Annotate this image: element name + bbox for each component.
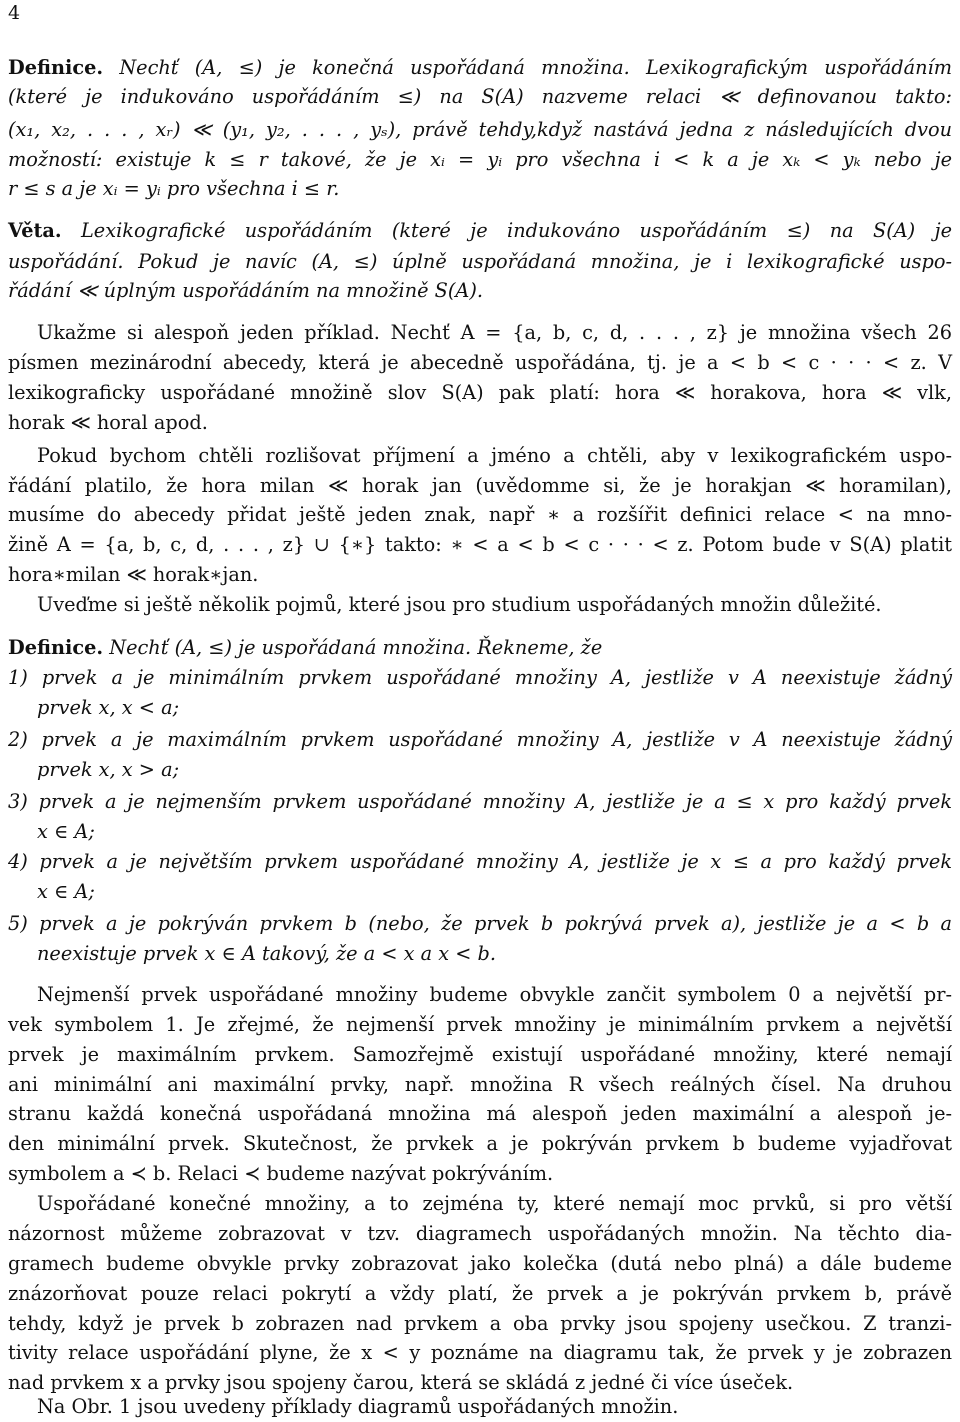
names-line-5: hora∗milan ≪ horak∗jan. bbox=[8, 563, 259, 586]
example-line-2: písmen mezinárodní abecedy, která je abecedně uspořádána, tj. je a < b < c · · · < z. V bbox=[8, 351, 952, 374]
names-line-2: řádání platilo, že hora milan ≪ horak jan (uvědomme si, že je horakjan ≪ horamilan), bbox=[8, 474, 952, 497]
minmax-line-4: ani minimální ani maximální prvky, např. množina R všech reálných čísel. Na druhou bbox=[8, 1073, 952, 1096]
names-line-4: žině A = {a, b, c, d, . . . , z} ∪ {∗} takto: ∗ < a < b < c · · · < z. Potom bude v S(A) platit bbox=[8, 533, 952, 556]
page-number: 4 bbox=[8, 2, 21, 24]
definition-2-heading: Definice. bbox=[8, 636, 104, 659]
theorem-heading: Věta. bbox=[8, 219, 62, 242]
minmax-line-6: den minimální prvek. Skutečnost, že prvkek a je pokrýván prvkem b budeme vyjadřovat bbox=[8, 1132, 952, 1155]
minmax-line-7: symbolem a ≺ b. Relaci ≺ budeme nazývat pokrýváním. bbox=[8, 1162, 554, 1185]
definition-2-item-1: 1) prvek a je minimálním prvkem uspořádané množiny A, jestliže v A neexistuje žádný bbox=[8, 666, 952, 689]
last-line: Na Obr. 1 jsou uvedeny příklady diagramů uspořádaných množin. bbox=[37, 1395, 679, 1418]
diagram-line-2: názornost můžeme zobrazovat v tzv. diagramech uspořádaných množin. Na těchto dia- bbox=[8, 1222, 952, 1245]
minmax-line-3: prvek je maximálním prvkem. Samozřejmě existují uspořádané množiny, které nemají bbox=[8, 1043, 952, 1066]
definition-1-line-4: možností: existuje k ≤ r takové, že je xᵢ = yᵢ pro všechna i < k a je xₖ < yₖ nebo je bbox=[8, 148, 952, 171]
definition-2-item-2: 2) prvek a je maximálním prvkem uspořádané množiny A, jestliže v A neexistuje žádný bbox=[8, 728, 952, 751]
minmax-line-2: vek symbolem 1. Je zřejmé, že nejmenší prvek množiny je minimálním prvkem a největší bbox=[8, 1013, 952, 1036]
theorem-line-1: Věta. Lexikografické uspořádáním (které je indukováno uspořádáním ≤) na S(A) je bbox=[8, 219, 952, 242]
definition-2-item-5: 5) prvek a je pokrýván prvkem b (nebo, že prvek b pokrývá prvek a), jestliže je a < b a bbox=[8, 912, 952, 935]
diagram-line-5: tehdy, když je prvek b zobrazen nad prvkem a oba prvky jsou spojeny usečkou. Z tranzi- bbox=[8, 1312, 952, 1335]
diagram-line-1: Uspořádané konečné množiny, a to zejména ty, které nemají moc prvků, si pro větší bbox=[37, 1192, 952, 1215]
names-line-3: musíme do abecedy přidat ještě jeden znak, např ∗ a rozšířit definici relace < na mno- bbox=[8, 503, 952, 526]
diagram-line-3: gramech budeme obvykle prvky zobrazovat jako kolečka (dutá nebo plná) a dále budeme bbox=[8, 1252, 952, 1275]
names-line-1: Pokud bychom chtěli rozlišovat příjmení a jméno a chtěli, aby v lexikografickém uspo- bbox=[37, 444, 952, 467]
example-line-3: lexikograficky uspořádané množině slov S(A) pak platí: hora ≪ horakova, hora ≪ vlk, bbox=[8, 381, 952, 404]
definition-2-item-5-cont: neexistuje prvek x ∈ A takový, že a < x a x < b. bbox=[37, 942, 497, 965]
definition-1-line-5: r ≤ s a je xᵢ = yᵢ pro všechna i ≤ r. bbox=[8, 177, 340, 200]
definition-2-item-4: 4) prvek a je největším prvkem uspořádané množiny A, jestliže je x ≤ a pro každý prvek bbox=[8, 850, 952, 873]
theorem-line-2: uspořádání. Pokud je navíc (A, ≤) úplně uspořádaná množina, je i lexikografické uspo- bbox=[8, 250, 952, 273]
definition-2-item-4-cont: x ∈ A; bbox=[37, 880, 95, 903]
definition-2-item-1-cont: prvek x, x < a; bbox=[37, 696, 180, 719]
definition-1-line-2: (které je indukováno uspořádáním ≤) na S(A) nazveme relaci ≪ definovanou takto: bbox=[8, 85, 952, 108]
definition-2-line-1: Definice. Nechť (A, ≤) je uspořádaná množina. Řekneme, že bbox=[8, 636, 603, 659]
diagram-line-7: nad prvkem x a prvky jsou spojeny čarou, která se skládá z jedné či více úseček. bbox=[8, 1371, 794, 1394]
minmax-line-5: stranu každá konečná uspořádaná množina má alespoň jeden maximální a alespoň je- bbox=[8, 1102, 952, 1125]
example-line-4: horak ≪ horal apod. bbox=[8, 411, 208, 434]
diagram-line-6: tivity relace uspořádání plyne, že x < y poznáme na diagramu tak, že prvek y je zobrazen bbox=[8, 1341, 952, 1364]
theorem-line-3: řádání ≪ úplným uspořádáním na množině S(A). bbox=[8, 279, 483, 302]
example-line-1: Ukažme si alespoň jeden příklad. Nechť A = {a, b, c, d, . . . , z} je množina všech 26 bbox=[37, 321, 952, 344]
minmax-line-1: Nejmenší prvek uspořádané množiny budeme obvykle zančit symbolem 0 a největší pr- bbox=[37, 983, 952, 1006]
intro-line: Uveďme si ještě několik pojmů, které jsou pro studium uspořádaných množin důležité. bbox=[37, 593, 882, 616]
definition-1-line-1: Definice. Nechť (A, ≤) je konečná uspořádaná množina. Lexikografickým uspořádáním bbox=[8, 56, 952, 79]
definition-1-heading: Definice. bbox=[8, 56, 104, 79]
definition-2-item-3-cont: x ∈ A; bbox=[37, 820, 95, 843]
definition-2-item-3: 3) prvek a je nejmenším prvkem uspořádané množiny A, jestliže je a ≤ x pro každý prvek bbox=[8, 790, 952, 813]
diagram-line-4: znázorňovat pouze relaci pokrytí a vždy platí, že prvek a je pokrýván prvkem b, právě bbox=[8, 1282, 952, 1305]
definition-1-line-3: (x₁, x₂, . . . , xᵣ) ≪ (y₁, y₂, . . . , yₛ), právě tehdy,když nastává jedna z následujících dvou bbox=[8, 118, 952, 141]
definition-2-item-2-cont: prvek x, x > a; bbox=[37, 758, 180, 781]
